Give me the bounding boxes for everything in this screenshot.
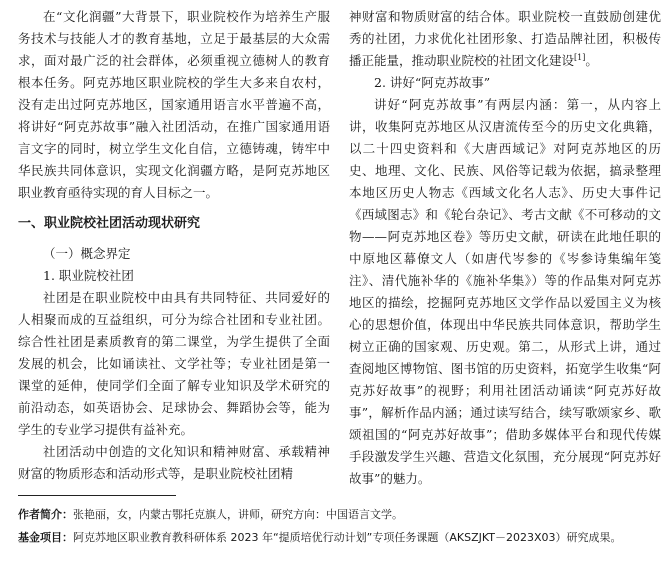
intro-paragraph: 在“文化润疆”大背景下，职业院校作为培养生产服务技术与技能人才的教育基地，立足于最基层的大众需求，面对最广泛的社会群体，必须重视立德树人的教育根本任务。阿克苏地区职业院校的学生大多来自农村，没有走出过阿克苏地区，国家通用语言水平普遍不高，将讲好“阿克苏故事”融入社团活动，在推广国家通用语言文字的同时，树立学生文化自信，立德铸魂，铸牢中华民族共同体意识，实现文化润疆方略，是阿克苏地区职业教育亟待实现的育人目标之一。	[18, 9, 330, 200]
activity-paragraph-start: 社团活动中创造的文化知识和精神财富、承载精神财富的物质形态和活动形式等，是职业院校社团精	[18, 444, 330, 481]
left-column	[18, 6, 330, 485]
footnote-divider	[18, 495, 176, 496]
story-paragraph: 讲好“阿克苏故事”有两层内涵：第一，从内容上讲，收集阿克苏地区从汉唐流传至今的历史文化典籍，以二十四史资料和《大唐西域记》对阿克苏地区的历史、地理、文化、民族、风俗等记载为依据，搞录整理本地区历史人物志《西域文化名人志》、历史大事件记《西域图志》和《轮台杂记》、考古文献《不可移动的文物——阿克苏地区卷》等历史文献，研读在此地任职的中原地区幕僚文人（如唐代岑参的《岑参诗集编年笺注》、清代施补华的《施补华集》）等的作品集对阿克苏地区的描绘，挖掘阿克苏地区文学作品以爱国主义为核心的思想价值，体现出中华民族共同体意识，帮助学生树立正确的国家观、历史观。第二，从形式上讲，通过查阅地区博物馆、图书馆的历史资料，拓宽学生收集“阿克苏好故事”的视野；利用社团活动诵读“阿克苏好故事”，解析作品内涵；通过读写结合，续写歌颂家乡、歌颂祖国的“阿克苏好故事”；借助多媒体平台和现代传媒手段激发学生兴趣、营造文化氛围，充分展现“阿克苏好故事”的魅力。	[349, 97, 661, 486]
activity-paragraph-end	[349, 6, 661, 72]
fund-text: 阿克苏地区职业教育教科研体系 2023 年“提质培优行动计划”专项任务课题（AKSZJKT－2023X03）研究成果。	[73, 531, 622, 544]
author-label: 作者简介：	[18, 508, 73, 521]
footnotes	[18, 503, 661, 549]
item-heading-story: 2. 讲好“阿克苏故事”	[374, 75, 491, 90]
item-heading-club: 1. 职业院校社团	[43, 268, 134, 283]
author-note	[18, 503, 661, 526]
section-heading: 一、职业院校社团活动现状研究	[18, 216, 201, 231]
definition-paragraph: 社团是在职业院校中由具有共同特征、共同爱好的人相聚而成的互益组织，可分为综合社团和专业社团。综合性社团是素质教育的第二课堂，为学生提供了全面发展的机会，比如诵读社、文学社等；专业社团是第一课堂的延伸，使同学们全面了解专业知识及学术研究的前沿动态，如英语协会、足球协会、舞蹈协会等，能为学生的专业学习提供有益补充。	[18, 290, 330, 437]
right-column	[349, 6, 661, 490]
fund-label: 基金项目：	[18, 531, 73, 544]
author-text: 张艳丽，女，内蒙古鄂托克旗人，讲师，研究方向：中国语言文学。	[73, 508, 403, 521]
subsection-heading: （一）概念界定	[43, 246, 131, 261]
activity-paragraph-end-text: 神财富和物质财富的结合体。职业院校一直鼓励创建优秀的社团，力求优化社团形象、打造品牌社团，积极传播正能量，推动职业院校的社团文化建设	[349, 9, 661, 68]
activity-paragraph-end-tail: 。	[585, 53, 598, 68]
fund-note	[18, 526, 661, 549]
citation-marker: [1]	[574, 52, 586, 62]
